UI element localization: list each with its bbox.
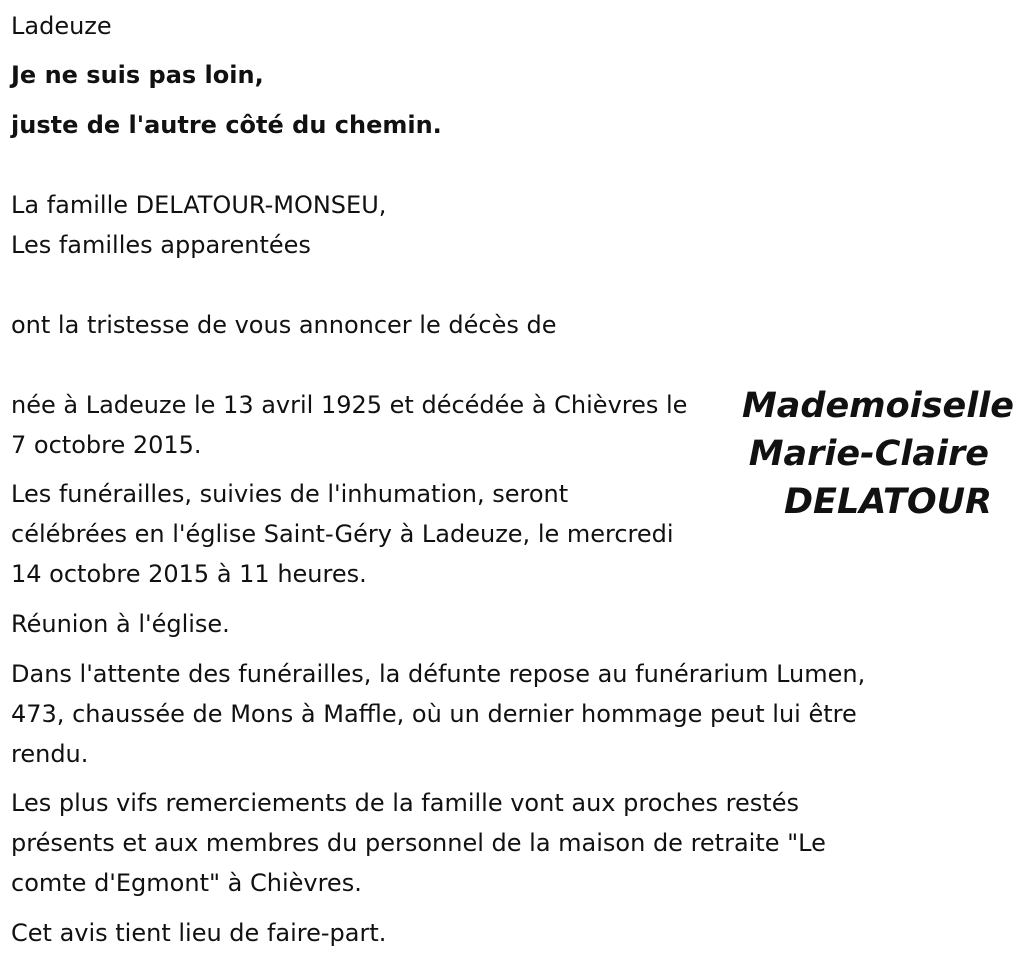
- birth-line-1: née à Ladeuze le 13 avril 1925 et décédée à Chièvres le: [11, 391, 688, 419]
- closing-text: Cet avis tient lieu de faire-part.: [11, 919, 387, 947]
- family-line-1: La famille DELATOUR-MONSEU,: [11, 191, 387, 219]
- meeting-text: Réunion à l'église.: [11, 610, 230, 638]
- deceased-last-name: DELATOUR: [783, 482, 992, 522]
- rest-line-1: Dans l'attente des funérailles, la défunte repose au funérarium Lumen,: [11, 660, 866, 688]
- quote-line-2: juste de l'autre côté du chemin.: [11, 111, 442, 139]
- funeral-line-2: célébrées en l'église Saint-Géry à Ladeuze, le mercredi: [11, 520, 674, 548]
- deceased-title: Mademoiselle: [741, 386, 1014, 426]
- deceased-first-name: Marie-Claire: [748, 434, 989, 474]
- thanks-line-2: présents et aux membres du personnel de la maison de retraite "Le: [11, 829, 826, 857]
- funeral-line-3: 14 octobre 2015 à 11 heures.: [11, 560, 367, 588]
- funeral-line-1: Les funérailles, suivies de l'inhumation, seront: [11, 480, 569, 508]
- rest-line-3: rendu.: [11, 740, 89, 768]
- quote-line-1: Je ne suis pas loin,: [11, 61, 264, 89]
- rest-line-2: 473, chaussée de Mons à Maffle, où un dernier hommage peut lui être: [11, 700, 857, 728]
- location-heading: Ladeuze: [11, 12, 112, 40]
- announcement-text: ont la tristesse de vous annoncer le décès de: [11, 311, 557, 339]
- thanks-line-1: Les plus vifs remerciements de la famille vont aux proches restés: [11, 789, 799, 817]
- thanks-line-3: comte d'Egmont" à Chièvres.: [11, 869, 362, 897]
- deceased-name-block: [734, 382, 1014, 526]
- birth-line-2: 7 octobre 2015.: [11, 431, 202, 459]
- family-line-2: Les familles apparentées: [11, 231, 311, 259]
